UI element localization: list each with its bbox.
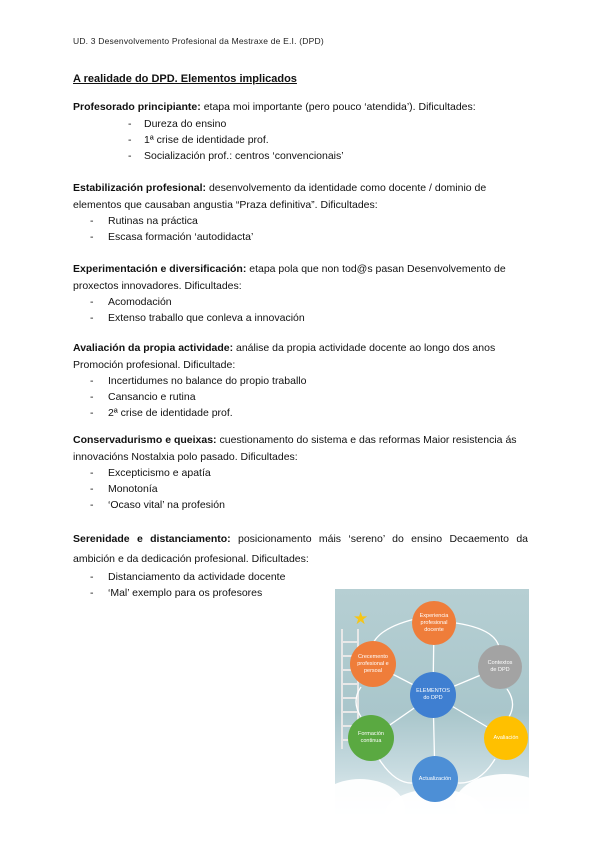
node-center-elementos: ELEMENTOS do DPD <box>410 672 456 718</box>
list-item: - ‘Mal’ exemplo para os profesores <box>90 587 263 599</box>
list-item: - Rutinas na práctica <box>90 215 198 227</box>
node-formacion: Formación continua <box>348 715 394 761</box>
list-item: - ‘Ocaso vital’ na profesión <box>90 499 225 511</box>
section-paragraph <box>73 180 528 213</box>
star-icon: ★ <box>353 609 369 628</box>
list-dash: - <box>90 467 94 479</box>
list-item: - Escasa formación ‘autodidacta’ <box>90 231 254 243</box>
list-item: - Excepticismo e apatía <box>90 467 211 479</box>
section-heading: Serenidade e distanciamento: <box>73 533 231 545</box>
section-heading: Avaliación da propia actividade: <box>73 342 234 354</box>
section-conservadurismo-queixas <box>73 432 528 513</box>
list-item: - Incertidumes no balance do propio traballo <box>90 375 307 387</box>
node-actualizacion: Actualización <box>412 756 458 802</box>
section-heading: Profesorado principiante: <box>73 101 201 113</box>
list-item: - Acomodación <box>90 296 172 308</box>
section-paragraph <box>73 340 528 373</box>
dpd-elements-diagram <box>335 589 529 814</box>
section-avaliacion-propia-actividade <box>73 340 528 421</box>
node-experiencia: Experiencia profesional docente <box>412 601 456 645</box>
list-dash: - <box>128 149 132 162</box>
list-dash: - <box>90 499 94 511</box>
list-dash: - <box>90 407 94 419</box>
list-dash: - <box>90 391 94 403</box>
difficulty-list <box>73 294 528 326</box>
list-dash: - <box>128 133 132 146</box>
difficulty-list <box>73 465 528 513</box>
section-heading: Experimentación e diversificación: <box>73 263 247 275</box>
section-text: etapa pola que non tod@s pasan Desenvolvemento de proxectos innovadores. Dificultades: <box>73 263 506 292</box>
section-experimentacion-diversificacion <box>73 261 528 326</box>
list-item: - Distanciamento da actividade docente <box>90 571 286 583</box>
section-paragraph <box>73 529 528 569</box>
list-dash: - <box>90 571 94 583</box>
list-dash: - <box>90 587 94 599</box>
section-text: posicionamento máis ‘sereno’ do ensino Decaemento da ambición e da dedicación profesional. Dificultades: <box>73 533 528 565</box>
list-dash: - <box>90 483 94 495</box>
list-dash: - <box>90 296 94 308</box>
running-header: UD. 3 Desenvolvemento Profesional da Mestraxe de E.I. (DPD) <box>73 36 324 46</box>
section-text: etapa moi importante (pero pouco ‘atendida’). Dificultades: <box>200 101 476 113</box>
section-paragraph <box>73 432 528 465</box>
node-crecemento: Crecemento profesional e persoal <box>350 641 396 687</box>
list-dash: - <box>90 215 94 227</box>
section-profesorado-principiante <box>73 99 528 164</box>
list-item: - 2ª crise de identidade prof. <box>90 407 233 419</box>
difficulty-list <box>73 373 528 421</box>
difficulty-list <box>73 116 528 164</box>
section-heading: Conservadurismo e queixas: <box>73 434 217 446</box>
section-estabilizacion-profesional <box>73 180 528 245</box>
section-text: desenvolvemento da identidade como docente / dominio de elementos que causaban angustia “Praza definitiva”. Dificultades: <box>73 182 487 211</box>
section-text: análise da propia actividade docente ao longo dos anos Promoción profesional. Dificultade: <box>73 342 496 371</box>
list-dash: - <box>128 117 132 130</box>
list-dash: - <box>90 375 94 387</box>
list-item: - Extenso traballo que conleva a innovación <box>90 312 305 324</box>
section-paragraph <box>73 261 528 294</box>
list-item: - Cansancio e rutina <box>90 391 196 403</box>
section-text: cuestionamento do sistema e das reformas Maior resistencia ás innovacións Nostalxia polo pasado. Dificultades: <box>73 434 517 463</box>
node-contextos: Contextos de DPD <box>478 645 522 689</box>
list-item: - Dureza do ensino <box>128 117 227 130</box>
page-title: A realidade do DPD. Elementos implicados <box>73 73 297 85</box>
list-item: - Socialización prof.: centros ‘convencionais’ <box>128 149 344 162</box>
list-item: - Monotonía <box>90 483 158 495</box>
section-paragraph <box>73 99 528 116</box>
section-heading: Estabilización profesional: <box>73 182 207 194</box>
list-item: - 1ª crise de identidade prof. <box>128 133 269 146</box>
list-dash: - <box>90 231 94 243</box>
difficulty-list <box>73 213 528 245</box>
list-dash: - <box>90 312 94 324</box>
node-avaliacion: Avaliación <box>484 716 528 760</box>
